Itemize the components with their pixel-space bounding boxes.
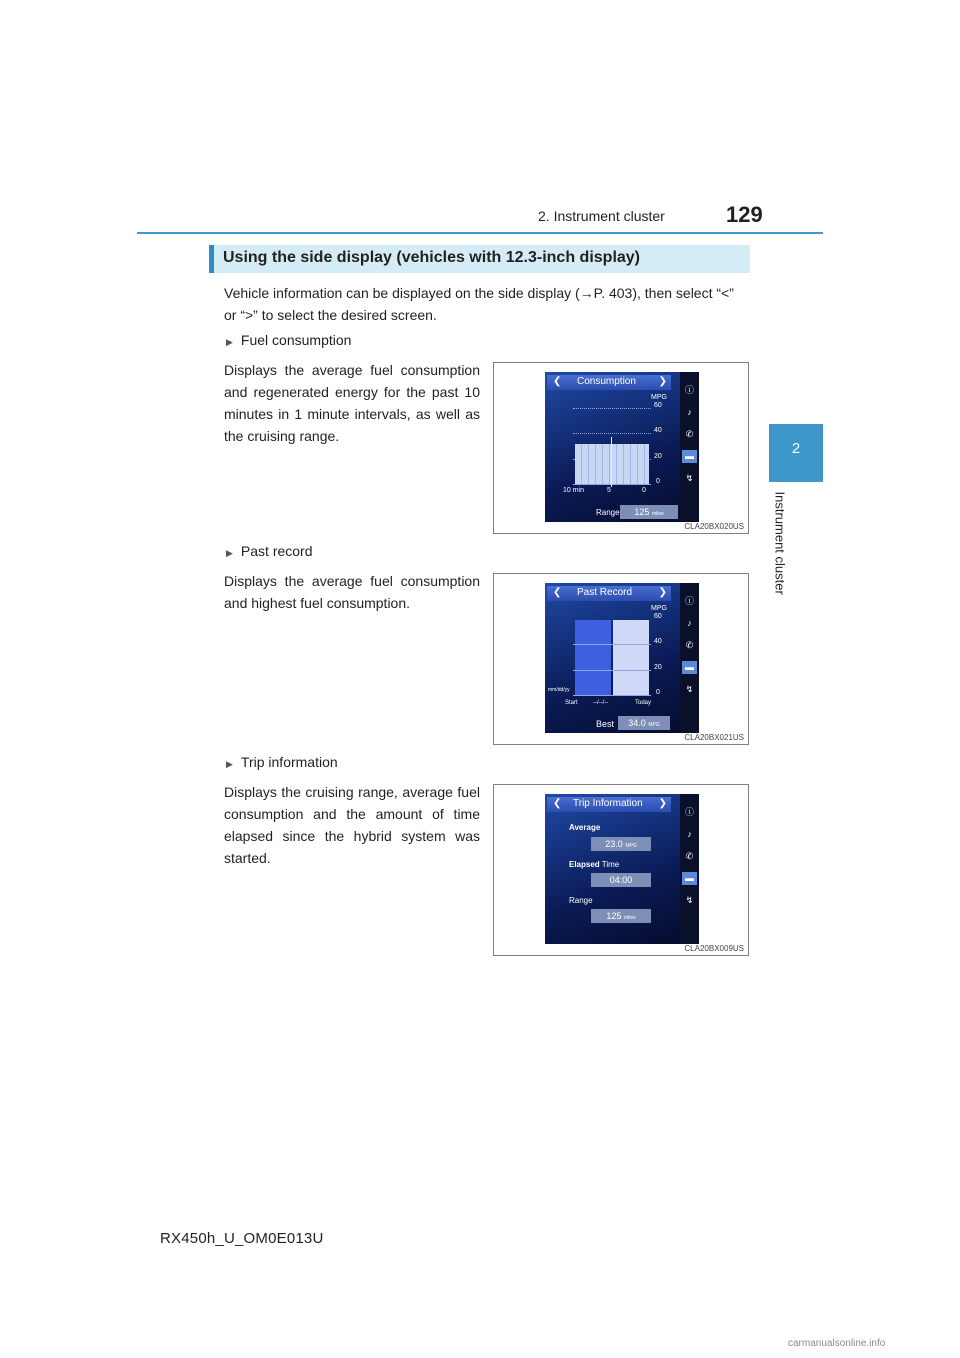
x-tick: 0 [642, 487, 646, 494]
music-icon[interactable]: ♪ [687, 618, 692, 628]
range-value: 125 miles [591, 909, 651, 923]
triangle-bullet-icon: ▶ [226, 337, 233, 347]
phone-icon[interactable]: ✆ [685, 640, 694, 650]
x-tick: 10 min [563, 487, 585, 494]
y-tick: 60 [654, 402, 662, 409]
manual-code: RX450h_U_OM0E013U [160, 1230, 324, 1247]
bullet-fuel-consumption: ▶ Fuel consumption [226, 332, 352, 348]
axis-unit: MPG [651, 605, 667, 612]
car-icon[interactable]: ▬ [682, 450, 697, 463]
y-tick: 40 [654, 638, 662, 645]
triangle-bullet-icon: ▶ [226, 759, 233, 769]
average-label: Average [569, 823, 601, 832]
elapsed-value: 04:00 [591, 873, 651, 887]
best-value: 34.0 MPG [618, 716, 670, 730]
elapsed-label: Elapsed Time [569, 860, 620, 869]
description-trip-information: Displays the cruising range, average fuel consumption and the amount of time elapsed since the hybrid system was started. [224, 784, 480, 866]
y-tick: 20 [654, 453, 662, 460]
y-tick: 40 [654, 427, 662, 434]
figure-code: CLA20BX020US [684, 522, 744, 531]
next-screen-icon[interactable]: ❯ [658, 798, 667, 809]
watermark: carmanualsonline.info [788, 1338, 886, 1349]
past-record-screen [545, 583, 699, 733]
y-tick: 0 [656, 689, 660, 696]
prev-screen-icon[interactable]: ❮ [553, 587, 562, 598]
road-icon[interactable]: ↯ [685, 684, 694, 694]
figure-past-record [493, 573, 749, 745]
chapter-tab-label: Instrument cluster [772, 491, 788, 595]
description-past-record: Displays the average fuel consumption and highest fuel consumption. [224, 573, 480, 611]
car-icon[interactable]: ▬ [682, 872, 697, 885]
figure-code: CLA20BX009US [684, 944, 744, 953]
next-screen-icon[interactable]: ❯ [658, 376, 667, 387]
music-icon[interactable]: ♪ [687, 407, 692, 417]
range-label: Range [596, 508, 620, 517]
car-icon[interactable]: ▬ [682, 661, 697, 674]
description-fuel-consumption: Displays the average fuel consumption and regenerated energy for the past 10 minutes in 1 minute intervals, as well as the cruising range. [224, 362, 480, 444]
figure-code: CLA20BX021US [684, 733, 744, 742]
road-icon[interactable]: ↯ [685, 895, 694, 905]
screen-title: Trip Information [573, 798, 643, 809]
side-menu [680, 583, 699, 733]
bullet-trip-information: ▶ Trip information [226, 754, 338, 770]
section-heading: Using the side display (vehicles with 12.3-inch display) [209, 245, 750, 273]
info-icon[interactable]: ⓘ [684, 596, 694, 606]
x-tick: 5 [607, 487, 611, 494]
info-icon[interactable]: ⓘ [684, 385, 694, 395]
road-icon[interactable]: ↯ [685, 473, 694, 483]
section-title: 2. Instrument cluster [538, 208, 665, 224]
x-label: Today [635, 700, 652, 706]
header-rule [137, 232, 823, 234]
screen-title: Past Record [577, 587, 633, 598]
chapter-tab: 2 [769, 424, 823, 482]
x-label: Start [565, 700, 578, 706]
screen-title-bar [547, 797, 671, 812]
best-label: Best [596, 719, 615, 729]
info-icon[interactable]: ⓘ [684, 807, 694, 817]
bullet-past-record: ▶ Past record [226, 543, 313, 559]
side-menu [680, 794, 699, 944]
axis-unit: MPG [651, 394, 667, 401]
y-tick: 0 [656, 478, 660, 485]
y-tick: 60 [654, 613, 662, 620]
screen-title-bar [547, 586, 671, 601]
x-label: --/--/-- [593, 700, 609, 706]
intro-paragraph: Vehicle information can be displayed on the side display (→P. 403), then select “<” or “>” to select the desired screen. [224, 285, 734, 323]
phone-icon[interactable]: ✆ [685, 429, 694, 439]
next-screen-icon[interactable]: ❯ [658, 587, 667, 598]
music-icon[interactable]: ♪ [687, 829, 692, 839]
side-menu [680, 372, 699, 522]
screen-title-bar [547, 375, 671, 390]
consumption-bars [575, 444, 649, 484]
average-bar [575, 620, 611, 696]
consumption-screen [545, 372, 699, 522]
average-value: 23.0 MPG [591, 837, 651, 851]
screen-title: Consumption [577, 376, 636, 387]
date-label: mm/dd/yy [548, 687, 570, 693]
figure-trip-information [493, 784, 749, 956]
prev-screen-icon[interactable]: ❮ [553, 376, 562, 387]
phone-icon[interactable]: ✆ [685, 851, 694, 861]
best-bar [613, 620, 649, 696]
figure-consumption [493, 362, 749, 534]
triangle-bullet-icon: ▶ [226, 548, 233, 558]
range-value: 125 miles [620, 505, 678, 519]
y-tick: 20 [654, 664, 662, 671]
prev-screen-icon[interactable]: ❮ [553, 798, 562, 809]
trip-information-screen [545, 794, 699, 944]
range-label: Range [569, 896, 593, 905]
page-number: 129 [726, 202, 763, 227]
